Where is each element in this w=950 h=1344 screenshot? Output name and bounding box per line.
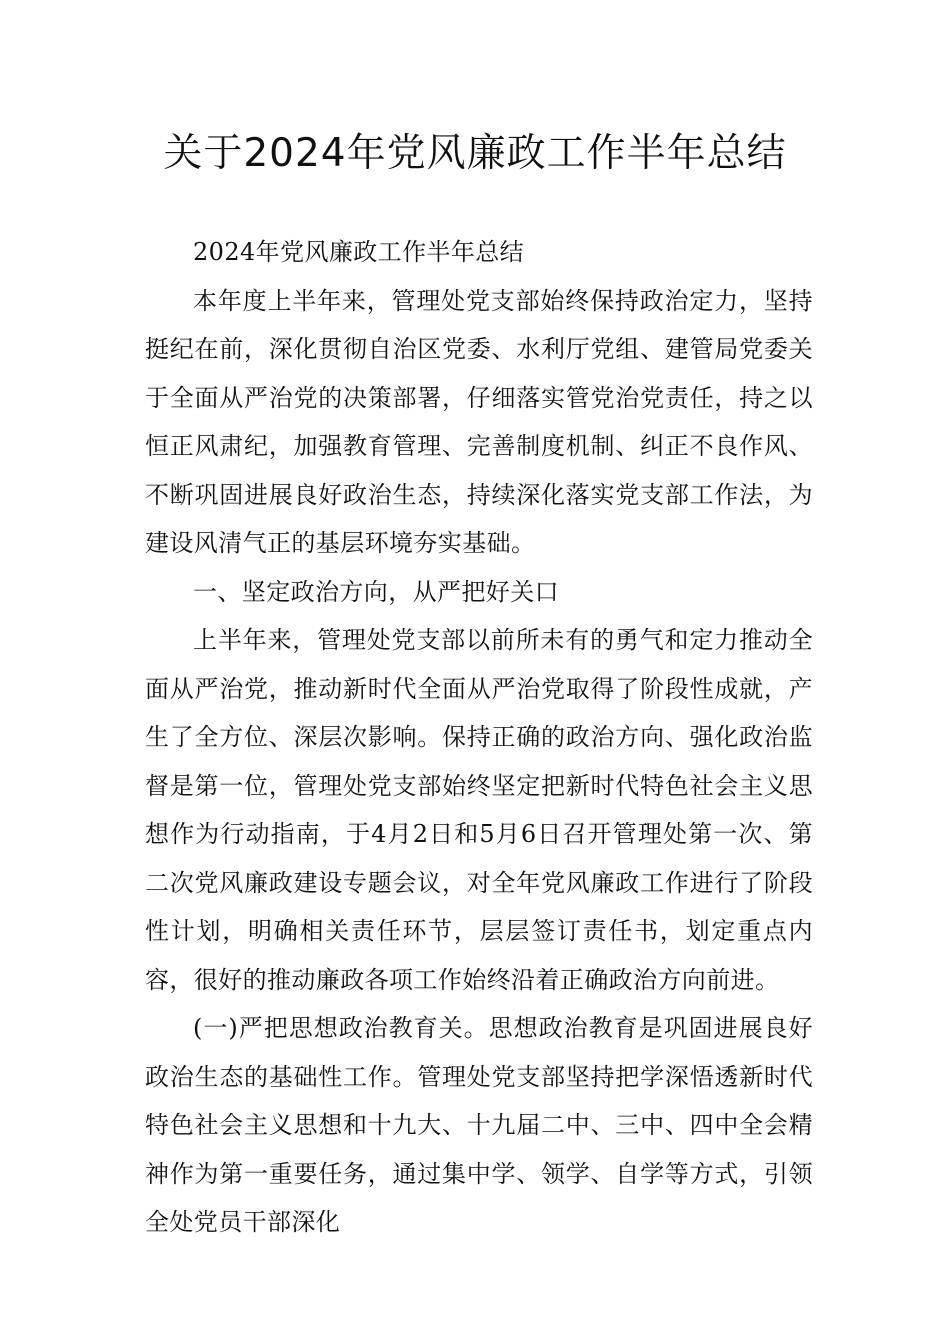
document-body [145, 228, 813, 1247]
paragraph-section-1: 上半年来，管理处党支部以前所未有的勇气和定力推动全面从严治党，推动新时代全面从严治党取得了阶段性成就，产生了全方位、深层次影响。保持正确的政治方向、强化政治监督是第一位，管理处党支部始终坚定把新时代特色社会主义思想作为行动指南，于4月2日和5月6日召开管理处第一次、第二次党风廉政建设专题会议，对全年党风廉政工作进行了阶段性计划，明确相关责任环节，层层签订责任书，划定重点内容，很好的推动廉政各项工作始终沿着正确政治方向前进。 [145, 626, 813, 994]
paragraph-subtitle: 2024年党风廉政工作半年总结 [193, 238, 525, 266]
section-heading-1: 一、坚定政治方向，从严把好关口 [193, 577, 559, 606]
paragraph-intro: 本年度上半年来，管理处党支部始终保持政治定力，坚持挺纪在前，深化贯彻自治区党委、水利厅党组、建管局党委关于全面从严治党的决策部署，仔细落实管党治党责任，持之以恒正风肃纪，加强教育管理、完善制度机制、纠正不良作风、不断巩固进展良好政治生态，持续深化落实党支部工作法，为建设风清气正的基层环境夯实基础。 [145, 286, 813, 557]
paragraph-subsection-1: (一)严把思想政治教育关。思想政治教育是巩固进展良好政治生态的基础性工作。管理处党支部坚持把学深悟透新时代特色社会主义思想和十九大、十九届二中、三中、四中全会精神作为第一重要任务，通过集中学、领学、自学等方式，引领全处党员干部深化 [145, 1014, 813, 1236]
document-title: 关于2024年党风廉政工作半年总结 [163, 131, 787, 176]
